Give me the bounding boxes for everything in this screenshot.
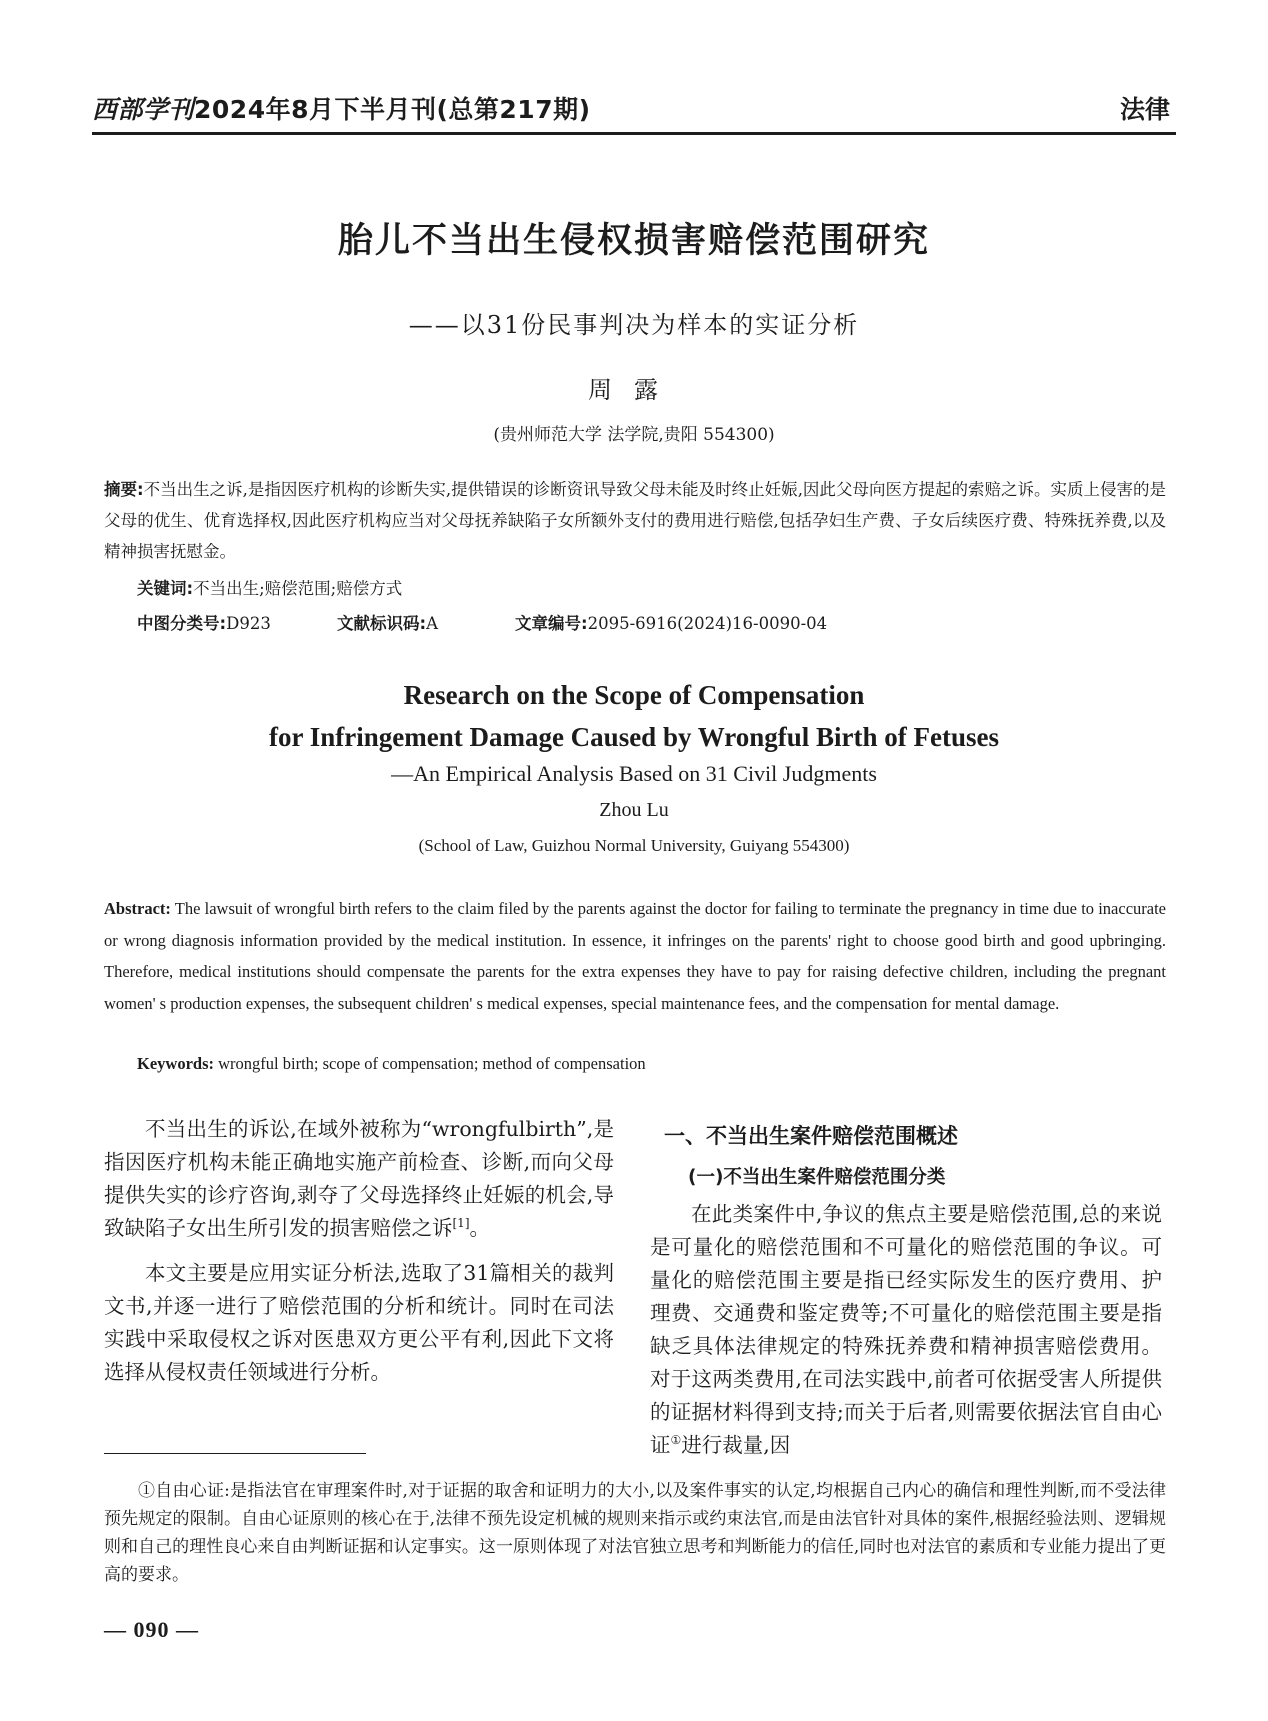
doc-code-label: 文献标识码: [337, 614, 427, 633]
author-en: Zhou Lu [599, 799, 669, 821]
clc-label: 中图分类号: [137, 614, 227, 633]
abstract-en-text: The lawsuit of wrongful birth refers to the claim filed by the parents against the doctor for failing to terminate the pregnancy in time due to inaccurate or wrong diagnosis information provided by the medical institution. In essence, it infringes on the parents' right to choose good birth and good upbringing. Therefore, medical institutions should compensate the parents for the extra expenses they have to pay for raising defective children, including the pregnant women' s production expenses, the subsequent children' s medical expenses, special maintenance fees, and the compensation for mental damage. [104, 899, 1166, 1013]
header-rule [92, 132, 1176, 135]
footnote-rule [104, 1453, 366, 1454]
keywords-en-label: Keywords: [137, 1054, 214, 1073]
body-text: 进行裁量,因 [681, 1433, 791, 1457]
keywords-cn-text: 不当出生;赔偿范围;赔偿方式 [193, 579, 403, 598]
subsection-heading: (一)不当出生案件赔偿范围分类 [688, 1167, 946, 1188]
body-left-column [104, 1113, 614, 1389]
body-paragraph [650, 1198, 1162, 1462]
journal-issue: 2024年8月下半月刊(总第217期) [194, 95, 591, 124]
journal-logo: 西部学刊 [92, 95, 195, 124]
body-paragraph [104, 1113, 614, 1245]
page-number: — 090 — [104, 1617, 199, 1642]
abstract-cn [104, 474, 1166, 567]
body-paragraph: 本文主要是应用实证分析法,选取了31篇相关的裁判文书,并逐一进行了赔偿范围的分析和统计。同时在司法实践中采取侵权之诉对医患双方更公平有利,因此下文将选择从侵权责任领域进行分析。 [104, 1261, 614, 1384]
keywords-cn-label: 关键词: [137, 579, 194, 598]
author-cn: 周露 [588, 376, 680, 404]
keywords-en-text: wrongful birth; scope of compensation; method of compensation [218, 1054, 646, 1073]
footnote-ref: ① [670, 1433, 682, 1448]
body-text: 。 [469, 1216, 490, 1240]
keywords-cn [137, 575, 402, 599]
section-heading: 一、不当出生案件赔偿范围概述 [664, 1124, 958, 1148]
abstract-en-label: Abstract: [104, 899, 171, 918]
affiliation-en: (School of Law, Guizhou Normal University, Guiyang 554300) [418, 836, 850, 855]
body-right-column [650, 1120, 1162, 1462]
abstract-en [104, 893, 1166, 1019]
body-text: 不当出生的诉讼,在域外被称为“wrongfulbirth”,是指因医疗机构未能正确地实施产前检查、诊断,而向父母提供失实的诊疗咨询,剥夺了父母选择终止妊娠的机会,导致缺陷子女出生所引发的损害赔偿之诉 [104, 1117, 614, 1240]
paper-title-cn: 胎儿不当出生侵权损害赔偿范围研究 [337, 221, 930, 261]
affiliation-cn: (贵州师范大学 法学院,贵阳 554300) [493, 425, 775, 445]
keywords-en [137, 1054, 646, 1074]
paper-title-en [0, 674, 1268, 758]
paper-title-en-line2: for Infringement Damage Caused by Wrongful Birth of Fetuses [268, 722, 999, 752]
article-no-value: 2095-6916(2024)16-0090-04 [587, 614, 828, 633]
footnote-text: ①自由心证:是指法官在审理案件时,对于证据的取舍和证明力的大小,以及案件事实的认定,均根据自己内心的确信和理性判断,而不受法律预先规定的限制。自由心证原则的核心在于,法律不预先设定机械的规则来指示或约束法官,而是由法官针对具体的案件,根据经验法则、逻辑规则和自己的理性良心来自由判断证据和认定事实。这一原则体现了对法官独立思考和判断能力的信任,同时也对法官的素质和专业能力提出了更高的要求。 [104, 1481, 1166, 1585]
abstract-cn-label: 摘要: [104, 480, 144, 499]
clc-value: D923 [226, 614, 271, 633]
paper-title-en-line1: Research on the Scope of Compensation [403, 680, 865, 710]
footnote [104, 1477, 1166, 1589]
abstract-cn-text: 不当出生之诉,是指因医疗机构的诊断失实,提供错误的诊断资讯导致父母未能及时终止妊娠,因此父母向医方提起的索赔之诉。实质上侵害的是父母的优生、优育选择权,因此医疗机构应当对父母抚养缺陷子女所额外支付的费用进行赔偿,包括孕妇生产费、子女后续医疗费、特殊抚养费,以及精神损害抚慰金。 [104, 480, 1166, 561]
body-text: 在此类案件中,争议的焦点主要是赔偿范围,总的来说是可量化的赔偿范围和不可量化的赔偿范围的争议。可量化的赔偿范围主要是指已经实际发生的医疗费用、护理费、交通费和鉴定费等;不可量化的赔偿范围主要是指缺乏具体法律规定的特殊抚养费和精神损害赔偿费用。对于这两类费用,在司法实践中,前者可依据受害人所提供的证据材料得到支持;而关于后者,则需要依据法官自由心证 [650, 1202, 1162, 1457]
paper-subtitle-en: —An Empirical Analysis Based on 31 Civil Judgments [391, 761, 877, 786]
doc-code-value: A [426, 614, 439, 633]
citation-ref: [1] [452, 1216, 470, 1231]
classification-line [137, 610, 827, 634]
article-no-label: 文章编号: [515, 614, 588, 633]
running-header-section: 法律 [1119, 95, 1170, 124]
running-header-journal [92, 90, 591, 126]
paper-subtitle-cn: ——以31份民事判决为样本的实证分析 [408, 311, 860, 339]
